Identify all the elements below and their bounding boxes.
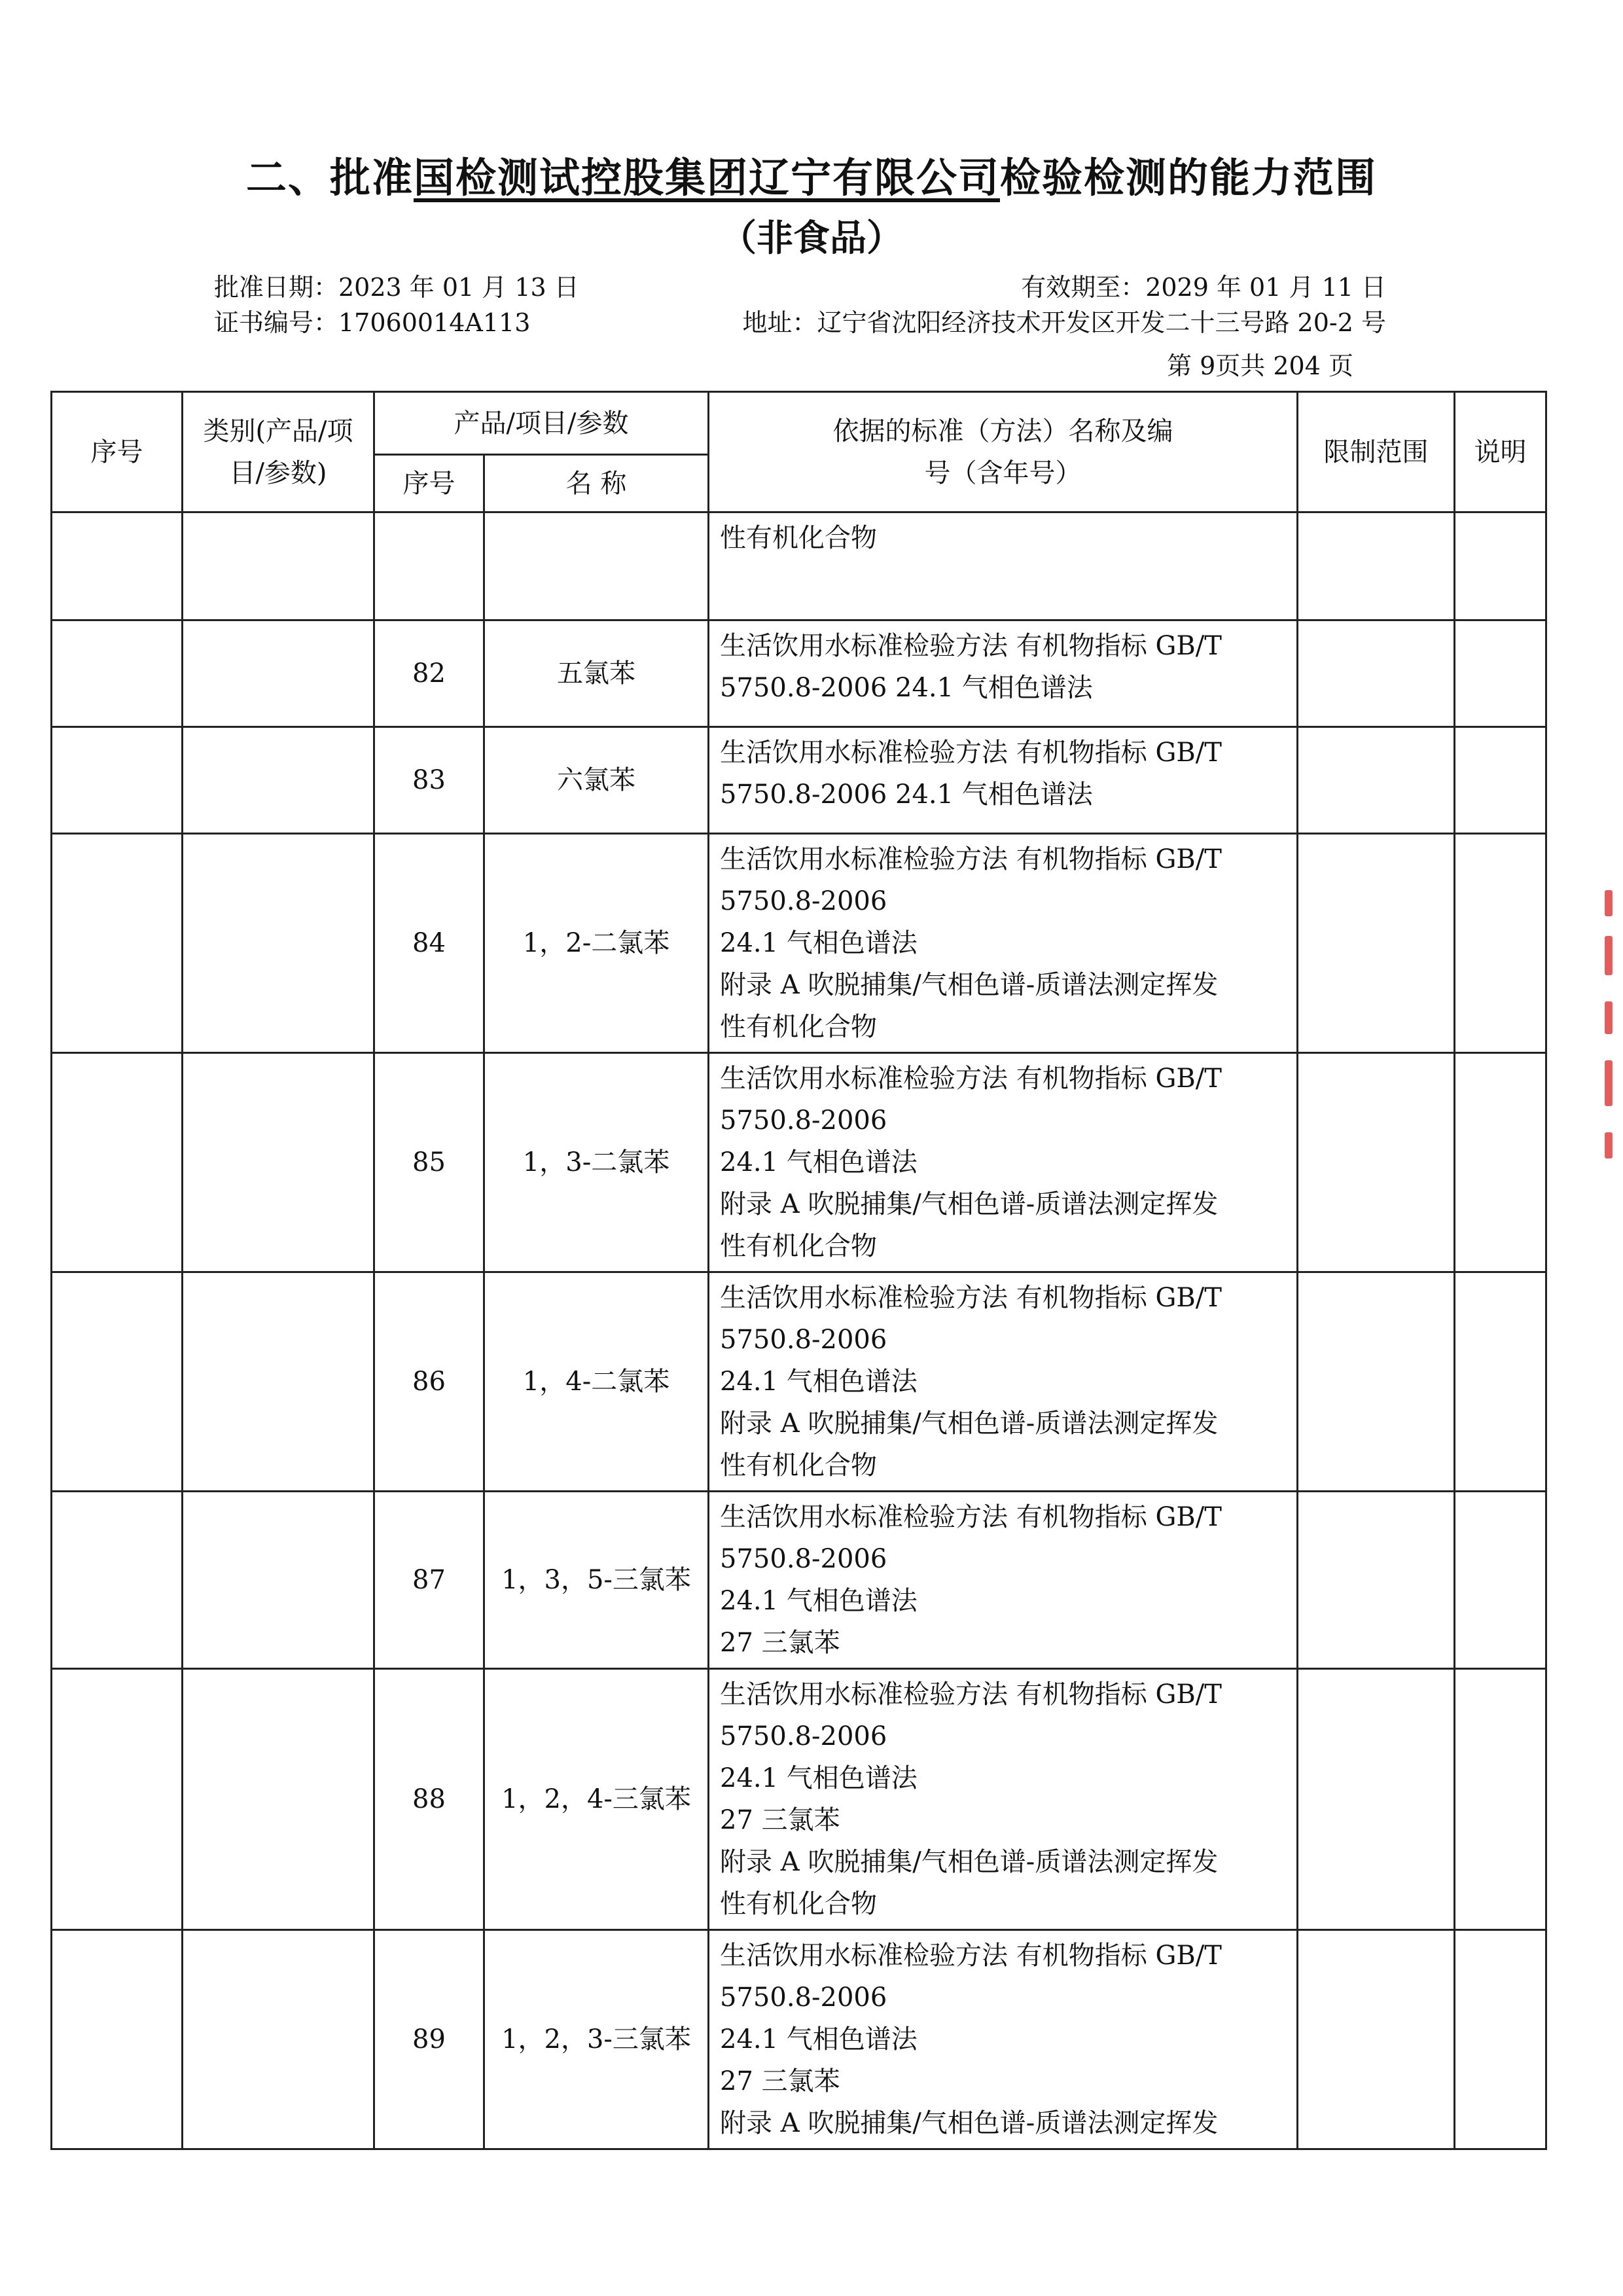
standard-line: 生活饮用水标准检验方法 有机物指标 GB/T xyxy=(720,738,1222,768)
standard-line: 5750.8-2006 xyxy=(720,1105,887,1136)
cell-sub-seq: 83 xyxy=(374,727,484,834)
standard-line: 性有机化合物 xyxy=(720,1012,878,1042)
table-row xyxy=(52,1669,1546,1930)
cell-name: 五氯苯 xyxy=(484,620,709,727)
cell-standard xyxy=(709,1272,1298,1492)
table-row xyxy=(52,727,1546,834)
standard-line: 性有机化合物 xyxy=(720,523,878,553)
standard-line: 5750.8-2006 xyxy=(720,1325,887,1355)
cell-category xyxy=(183,1272,374,1492)
cell-category xyxy=(183,1669,374,1930)
standard-line: 27 三氯苯 xyxy=(720,1805,840,1835)
cell-limit xyxy=(1298,1669,1455,1930)
cell-sub-seq: 86 xyxy=(374,1272,484,1492)
cell-name: 1，2，4-三氯苯 xyxy=(484,1669,709,1930)
cell-sub-seq: 82 xyxy=(374,620,484,727)
cell-note xyxy=(1455,1053,1546,1272)
cell-seq xyxy=(52,512,183,620)
cell-category xyxy=(183,727,374,834)
standard-line: 24.1 气相色谱法 xyxy=(720,928,918,958)
cell-seq xyxy=(52,834,183,1053)
cell-category xyxy=(183,512,374,620)
cell-standard xyxy=(709,1053,1298,1272)
cell-name: 1，2-二氯苯 xyxy=(484,834,709,1053)
document-title xyxy=(0,145,1623,204)
table-row xyxy=(52,1053,1546,1272)
standard-line: 24.1 气相色谱法 xyxy=(720,2024,918,2054)
cell-seq xyxy=(52,1669,183,1930)
cell-name: 1，3，5-三氯苯 xyxy=(484,1492,709,1669)
standard-line: 5750.8-2006 xyxy=(720,1982,887,2013)
table-row xyxy=(52,1272,1546,1492)
cell-sub-seq: 85 xyxy=(374,1053,484,1272)
standard-line: 24.1 气相色谱法 xyxy=(720,1147,918,1177)
cell-limit xyxy=(1298,1053,1455,1272)
cell-standard xyxy=(709,834,1298,1053)
standard-line: 5750.8-2006 24.1 气相色谱法 xyxy=(720,780,1093,810)
header-standard: 依据的标准（方法）名称及编号（含年号） xyxy=(709,392,1298,512)
standard-line: 24.1 气相色谱法 xyxy=(720,1763,918,1793)
cell-seq xyxy=(52,727,183,834)
cell-standard xyxy=(709,1492,1298,1669)
standard-line: 生活饮用水标准检验方法 有机物指标 GB/T xyxy=(720,1064,1222,1094)
cell-limit xyxy=(1298,834,1455,1053)
header-note: 说明 xyxy=(1455,392,1546,512)
table-row xyxy=(52,834,1546,1053)
cell-note xyxy=(1455,1930,1546,2149)
cell-category xyxy=(183,834,374,1053)
cell-note xyxy=(1455,512,1546,620)
standard-line: 27 三氯苯 xyxy=(720,2066,840,2096)
cell-name: 六氯苯 xyxy=(484,727,709,834)
cell-standard xyxy=(709,1669,1298,1930)
header-seq: 序号 xyxy=(52,392,183,512)
cell-standard xyxy=(709,727,1298,834)
standard-line: 性有机化合物 xyxy=(720,1231,878,1261)
cell-limit xyxy=(1298,620,1455,727)
cell-category xyxy=(183,1492,374,1669)
cell-sub-seq: 88 xyxy=(374,1669,484,1930)
cell-seq xyxy=(52,1272,183,1492)
red-seal-edge xyxy=(1605,890,1614,1165)
cell-seq xyxy=(52,1053,183,1272)
cell-sub-seq xyxy=(374,512,484,620)
header-name: 名 称 xyxy=(484,455,709,512)
standard-line: 生活饮用水标准检验方法 有机物指标 GB/T xyxy=(720,844,1222,874)
cell-category xyxy=(183,1053,374,1272)
standard-line: 生活饮用水标准检验方法 有机物指标 GB/T xyxy=(720,1283,1222,1313)
standard-line: 附录 A 吹脱捕集/气相色谱-质谱法测定挥发 xyxy=(720,1847,1219,1877)
table-row xyxy=(52,1930,1546,2149)
header-limit: 限制范围 xyxy=(1298,392,1455,512)
cell-seq xyxy=(52,1930,183,2149)
valid-until: 有效期至：2029 年 01 月 11 日 xyxy=(1021,273,1386,302)
header-sub-seq: 序号 xyxy=(374,455,484,512)
cell-limit xyxy=(1298,727,1455,834)
table-row xyxy=(52,512,1546,620)
certificate-number: 证书编号：17060014A113 xyxy=(214,308,531,337)
document-subtitle: （非食品） xyxy=(720,217,903,260)
standard-line: 附录 A 吹脱捕集/气相色谱-质谱法测定挥发 xyxy=(720,970,1219,1000)
standard-line: 附录 A 吹脱捕集/气相色谱-质谱法测定挥发 xyxy=(720,1408,1219,1439)
header-category: 类别(产品/项目/参数) xyxy=(183,392,374,512)
header-product-group: 产品/项目/参数 xyxy=(374,392,709,455)
standard-line: 生活饮用水标准检验方法 有机物指标 GB/T xyxy=(720,1502,1222,1532)
cell-limit xyxy=(1298,1930,1455,2149)
cell-sub-seq: 84 xyxy=(374,834,484,1053)
approval-date: 批准日期：2023 年 01 月 13 日 xyxy=(214,273,579,302)
standard-line: 24.1 气相色谱法 xyxy=(720,1367,918,1397)
standard-line: 性有机化合物 xyxy=(720,1889,878,1919)
cell-note xyxy=(1455,1669,1546,1930)
standard-line: 5750.8-2006 xyxy=(720,1721,887,1751)
standard-line: 附录 A 吹脱捕集/气相色谱-质谱法测定挥发 xyxy=(720,2108,1219,2138)
standard-line: 5750.8-2006 xyxy=(720,1544,887,1574)
cell-sub-seq: 87 xyxy=(374,1492,484,1669)
title-suffix: 检验检测的能力范围 xyxy=(1000,154,1378,202)
table-row xyxy=(52,1492,1546,1669)
cell-category xyxy=(183,620,374,727)
standard-line: 5750.8-2006 xyxy=(720,886,887,916)
cell-name: 1，4-二氯苯 xyxy=(484,1272,709,1492)
cell-standard xyxy=(709,620,1298,727)
title-prefix: 二、批准 xyxy=(245,154,414,202)
cell-note xyxy=(1455,834,1546,1053)
standard-line: 生活饮用水标准检验方法 有机物指标 GB/T xyxy=(720,631,1222,661)
cell-note xyxy=(1455,1492,1546,1669)
cell-name: 1，2，3-三氯苯 xyxy=(484,1930,709,2149)
address: 地址：辽宁省沈阳经济技术开发区开发二十三号路 20-2 号 xyxy=(742,308,1386,337)
capability-table xyxy=(50,391,1547,2150)
cell-standard xyxy=(709,1930,1298,2149)
cell-name xyxy=(484,512,709,620)
cell-standard xyxy=(709,512,1298,620)
cell-note xyxy=(1455,1272,1546,1492)
standard-line: 性有机化合物 xyxy=(720,1450,878,1480)
cell-note xyxy=(1455,727,1546,834)
standard-line: 生活饮用水标准检验方法 有机物指标 GB/T xyxy=(720,1679,1222,1710)
cell-name: 1，3-二氯苯 xyxy=(484,1053,709,1272)
standard-line: 生活饮用水标准检验方法 有机物指标 GB/T xyxy=(720,1941,1222,1971)
cell-limit xyxy=(1298,512,1455,620)
table-row xyxy=(52,620,1546,727)
table-body xyxy=(52,512,1546,2149)
cell-seq xyxy=(52,1492,183,1669)
cell-seq xyxy=(52,620,183,727)
cell-limit xyxy=(1298,1492,1455,1669)
cell-category xyxy=(183,1930,374,2149)
standard-line: 24.1 气相色谱法 xyxy=(720,1586,918,1616)
cell-sub-seq: 89 xyxy=(374,1930,484,2149)
page-number: 第 9页共 204 页 xyxy=(1167,351,1353,380)
cell-note xyxy=(1455,620,1546,727)
standard-line: 27 三氯苯 xyxy=(720,1628,840,1658)
standard-line: 5750.8-2006 24.1 气相色谱法 xyxy=(720,673,1093,703)
standard-line: 附录 A 吹脱捕集/气相色谱-质谱法测定挥发 xyxy=(720,1189,1219,1219)
cell-limit xyxy=(1298,1272,1455,1492)
title-organization: 国检测试控股集团辽宁有限公司 xyxy=(413,154,1000,202)
